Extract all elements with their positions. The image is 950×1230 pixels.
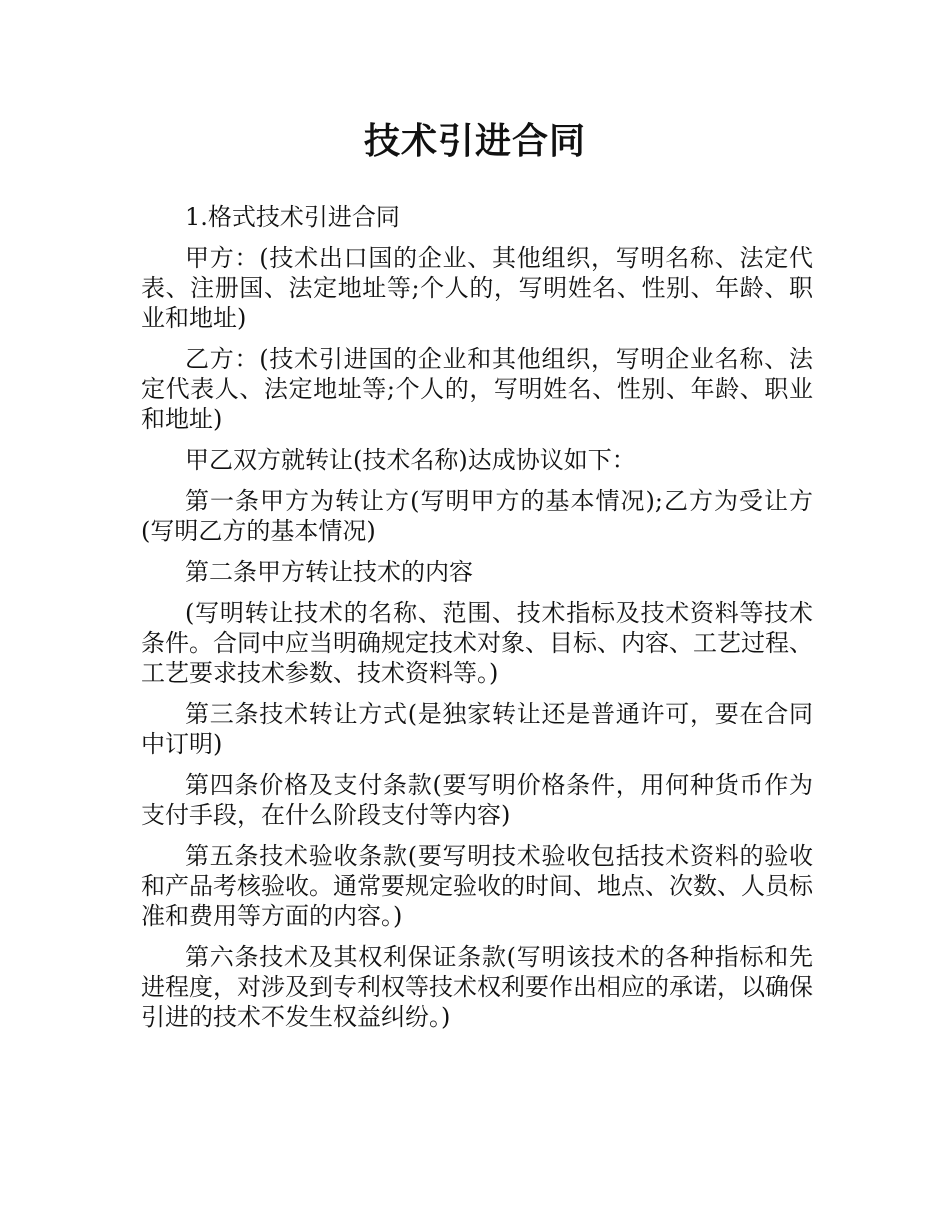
paragraph-article-2-detail: (写明转让技术的名称、范围、技术指标及技术资料等技术条件。合同中应当明确规定技术对象、目标、内容、工艺过程、工艺要求技术参数、技术资料等。) [141, 599, 813, 687]
paragraph-article-5: 第五条技术验收条款(要写明技术验收包括技术资料的验收和产品考核验收。通常要规定验收的时间、地点、次数、人员标准和费用等方面的内容。) [141, 842, 813, 930]
paragraph-format-heading: 1.格式技术引进合同 [185, 203, 400, 231]
document-body [141, 202, 813, 1043]
paragraph-article-3: 第三条技术转让方式(是独家转让还是普通许可，要在合同中订明) [141, 700, 813, 758]
document-title: 技术引进合同 [363, 121, 586, 162]
paragraph-article-6: 第六条技术及其权利保证条款(写明该技术的各种指标和先进程度，对涉及到专利权等技术权利要作出相应的承诺，以确保引进的技术不发生权益纠纷。) [141, 943, 813, 1031]
paragraph-party-b: 乙方：(技术引进国的企业和其他组织，写明企业名称、法定代表人、法定地址等;个人的，写明姓名、性别、年龄、职业和地址) [141, 345, 813, 433]
paragraph-article-2: 第二条甲方转让技术的内容 [185, 558, 473, 586]
paragraph-article-1: 第一条甲方为转让方(写明甲方的基本情况);乙方为受让方(写明乙方的基本情况) [141, 487, 813, 545]
paragraph-article-4: 第四条价格及支付条款(要写明价格条件，用何种货币作为支付手段，在什么阶段支付等内容) [141, 771, 813, 829]
paragraph-party-a: 甲方：(技术出口国的企业、其他组织，写明名称、法定代表、注册国、法定地址等;个人的，写明姓名、性别、年龄、职业和地址) [141, 244, 813, 332]
paragraph-agreement-intro: 甲乙双方就转让(技术名称)达成协议如下： [185, 446, 636, 474]
